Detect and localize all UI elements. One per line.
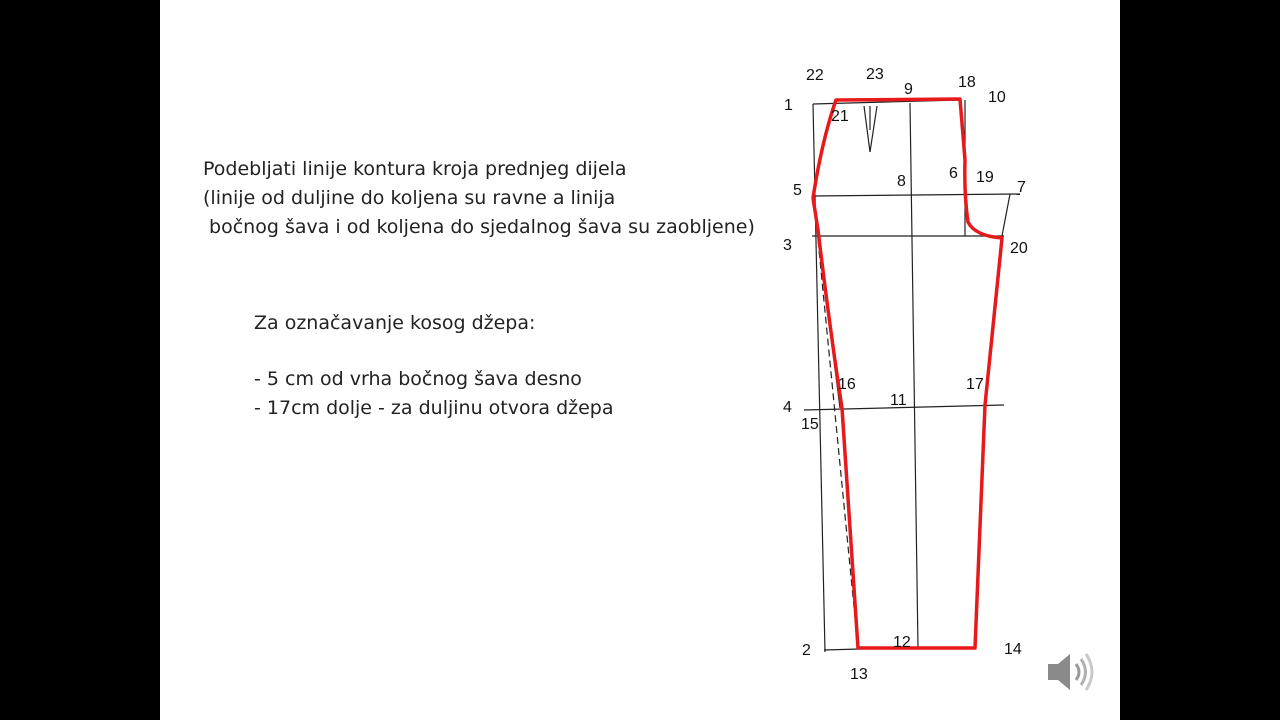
point-label-4: 4 xyxy=(783,399,792,416)
hip-line xyxy=(812,194,1020,196)
point-label-10: 10 xyxy=(988,89,1006,106)
crotch-extension-line xyxy=(1002,194,1010,236)
point-label-2: 2 xyxy=(802,642,811,659)
point-label-14: 14 xyxy=(1004,641,1022,658)
pocket-item-2: - 17cm dolje - za duljinu otvora džepa xyxy=(254,397,614,419)
instruction-line-2: (linije od duljine do koljena su ravne a linija xyxy=(203,187,616,209)
point-label-13: 13 xyxy=(850,666,868,683)
hem-line xyxy=(824,649,860,650)
point-label-1: 1 xyxy=(784,97,793,114)
point-label-17: 17 xyxy=(966,376,984,393)
point-label-16: 16 xyxy=(838,376,856,393)
point-label-22: 22 xyxy=(806,67,824,84)
instruction-line-3: bočnog šava i od koljena do sjedalnog šava su zaobljene) xyxy=(203,216,755,238)
point-label-8: 8 xyxy=(897,173,906,190)
point-label-12: 12 xyxy=(893,634,911,651)
point-label-18: 18 xyxy=(958,74,976,91)
point-label-3: 3 xyxy=(783,237,792,254)
pocket-title: Za označavanje kosog džepa: xyxy=(254,312,536,334)
point-label-11: 11 xyxy=(890,392,907,409)
point-label-7: 7 xyxy=(1017,179,1026,196)
crease-line xyxy=(910,103,918,648)
dart-left xyxy=(864,106,870,152)
instruction-line-1: Podebljati linije kontura kroja prednjeg dijela xyxy=(203,158,627,180)
dart-right xyxy=(870,106,877,152)
point-label-21: 21 xyxy=(831,108,849,125)
point-label-9: 9 xyxy=(904,81,913,98)
point-label-15: 15 xyxy=(801,416,819,433)
pattern-outline xyxy=(813,99,1002,648)
point-label-6: 6 xyxy=(949,165,958,182)
point-label-23: 23 xyxy=(866,66,884,83)
point-label-20: 20 xyxy=(1010,240,1028,257)
pocket-item-1: - 5 cm od vrha bočnog šava desno xyxy=(254,368,582,390)
point-label-19: 19 xyxy=(976,169,994,186)
point-label-5: 5 xyxy=(793,182,802,199)
speaker-icon[interactable] xyxy=(1044,646,1096,698)
